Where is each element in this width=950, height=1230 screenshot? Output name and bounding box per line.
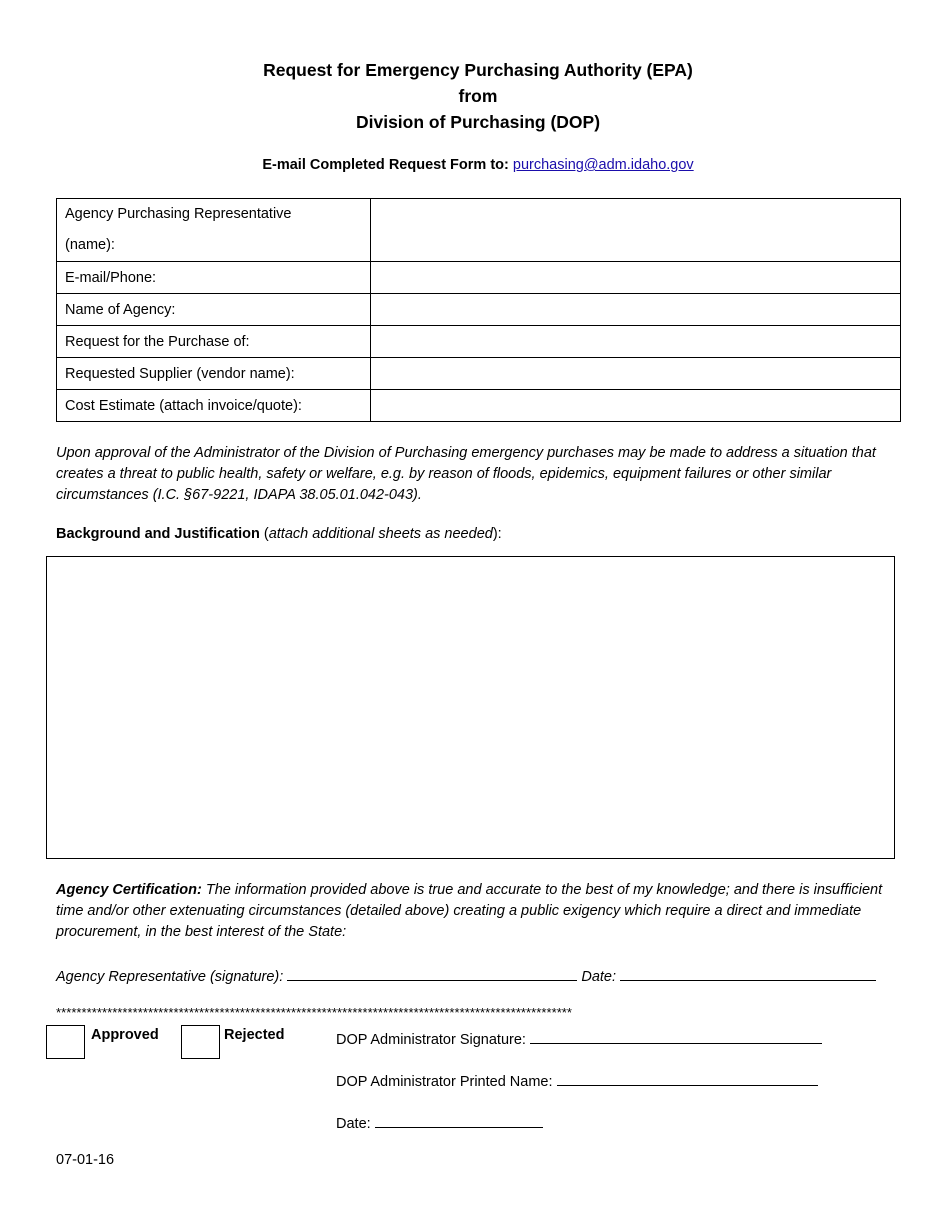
table-row: [57, 262, 901, 294]
certification-label: Agency Certification:: [56, 882, 202, 898]
agency-signature-label: Agency Representative (signature):: [56, 969, 284, 985]
email-link[interactable]: purchasing@adm.idaho.gov: [512, 157, 694, 173]
purchase-request-label: Request for the Purchase of:: [57, 326, 371, 358]
background-label: [56, 526, 502, 542]
admin-name-line[interactable]: [557, 1069, 818, 1086]
form-title: [0, 57, 950, 135]
email-phone-field[interactable]: [371, 262, 901, 294]
agency-signature-line[interactable]: [287, 964, 577, 981]
background-label-bold: Background and Justification: [56, 526, 260, 542]
representative-label-line-1: Agency Purchasing Representative: [65, 206, 292, 222]
certification-text: The information provided above is true and accurate to the best of my knowledge; and there is insufficient time and/or other extenuating circumstances (detailed above) creating a public exigency which require a direct and immediate procurement, in the best interest of the State:: [56, 882, 883, 940]
form-version: 07-01-16: [56, 1152, 115, 1168]
agency-date-line[interactable]: [620, 964, 876, 981]
background-label-close: ):: [492, 526, 502, 542]
background-label-open: (: [259, 526, 269, 542]
representative-name-field[interactable]: [371, 199, 901, 262]
table-row: [57, 358, 901, 390]
agency-info-table: [56, 198, 901, 422]
agency-name-label: Name of Agency:: [57, 294, 371, 326]
cost-estimate-label: Cost Estimate (attach invoice/quote):: [57, 390, 371, 422]
admin-signature-label: DOP Administrator Signature:: [336, 1032, 526, 1048]
table-row: [57, 326, 901, 358]
rejected-checkbox[interactable]: [181, 1025, 220, 1059]
title-line-1: Request for Emergency Purchasing Authority (EPA): [263, 60, 693, 80]
email-label: E-mail Completed Request Form to:: [262, 157, 509, 173]
background-justification-field[interactable]: [46, 556, 895, 859]
admin-name-label: DOP Administrator Printed Name:: [336, 1074, 553, 1090]
agency-date-label: Date:: [581, 969, 617, 985]
admin-signature-line[interactable]: [530, 1027, 822, 1044]
agency-certification: [56, 880, 901, 943]
email-instruction: [0, 157, 950, 173]
representative-label-line-2: (name):: [65, 237, 115, 253]
section-separator: *****************************************************************************************************: [56, 1005, 573, 1020]
agency-name-field[interactable]: [371, 294, 901, 326]
admin-date-row: [336, 1111, 543, 1132]
table-row: [57, 294, 901, 326]
table-row: [57, 199, 901, 262]
rejected-label: Rejected: [224, 1027, 285, 1043]
cost-estimate-field[interactable]: [371, 390, 901, 422]
approval-notice: Upon approval of the Administrator of the Division of Purchasing emergency purchases may be made to address a situation that creates a threat to public health, safety or welfare, e.g. by reason of floods, epidemics, equipment failures or other similar circumstances (I.C. §67-9221, IDAPA 38.05.01.042-043).: [56, 445, 876, 503]
admin-date-label: Date:: [336, 1116, 371, 1132]
title-line-3: Division of Purchasing (DOP): [355, 112, 601, 132]
title-line-2: from: [458, 86, 498, 106]
representative-label: [57, 199, 371, 262]
table-row: [57, 390, 901, 422]
approved-checkbox[interactable]: [46, 1025, 85, 1059]
approved-label: Approved: [91, 1027, 159, 1043]
purchase-request-field[interactable]: [371, 326, 901, 358]
supplier-label: Requested Supplier (vendor name):: [57, 358, 371, 390]
email-phone-label: E-mail/Phone:: [57, 262, 371, 294]
agency-signature-row: [56, 964, 876, 985]
supplier-field[interactable]: [371, 358, 901, 390]
background-label-italic: attach additional sheets as needed: [268, 526, 493, 542]
admin-signature-row: [336, 1027, 822, 1048]
admin-name-row: [336, 1069, 818, 1090]
admin-date-line[interactable]: [375, 1111, 543, 1128]
